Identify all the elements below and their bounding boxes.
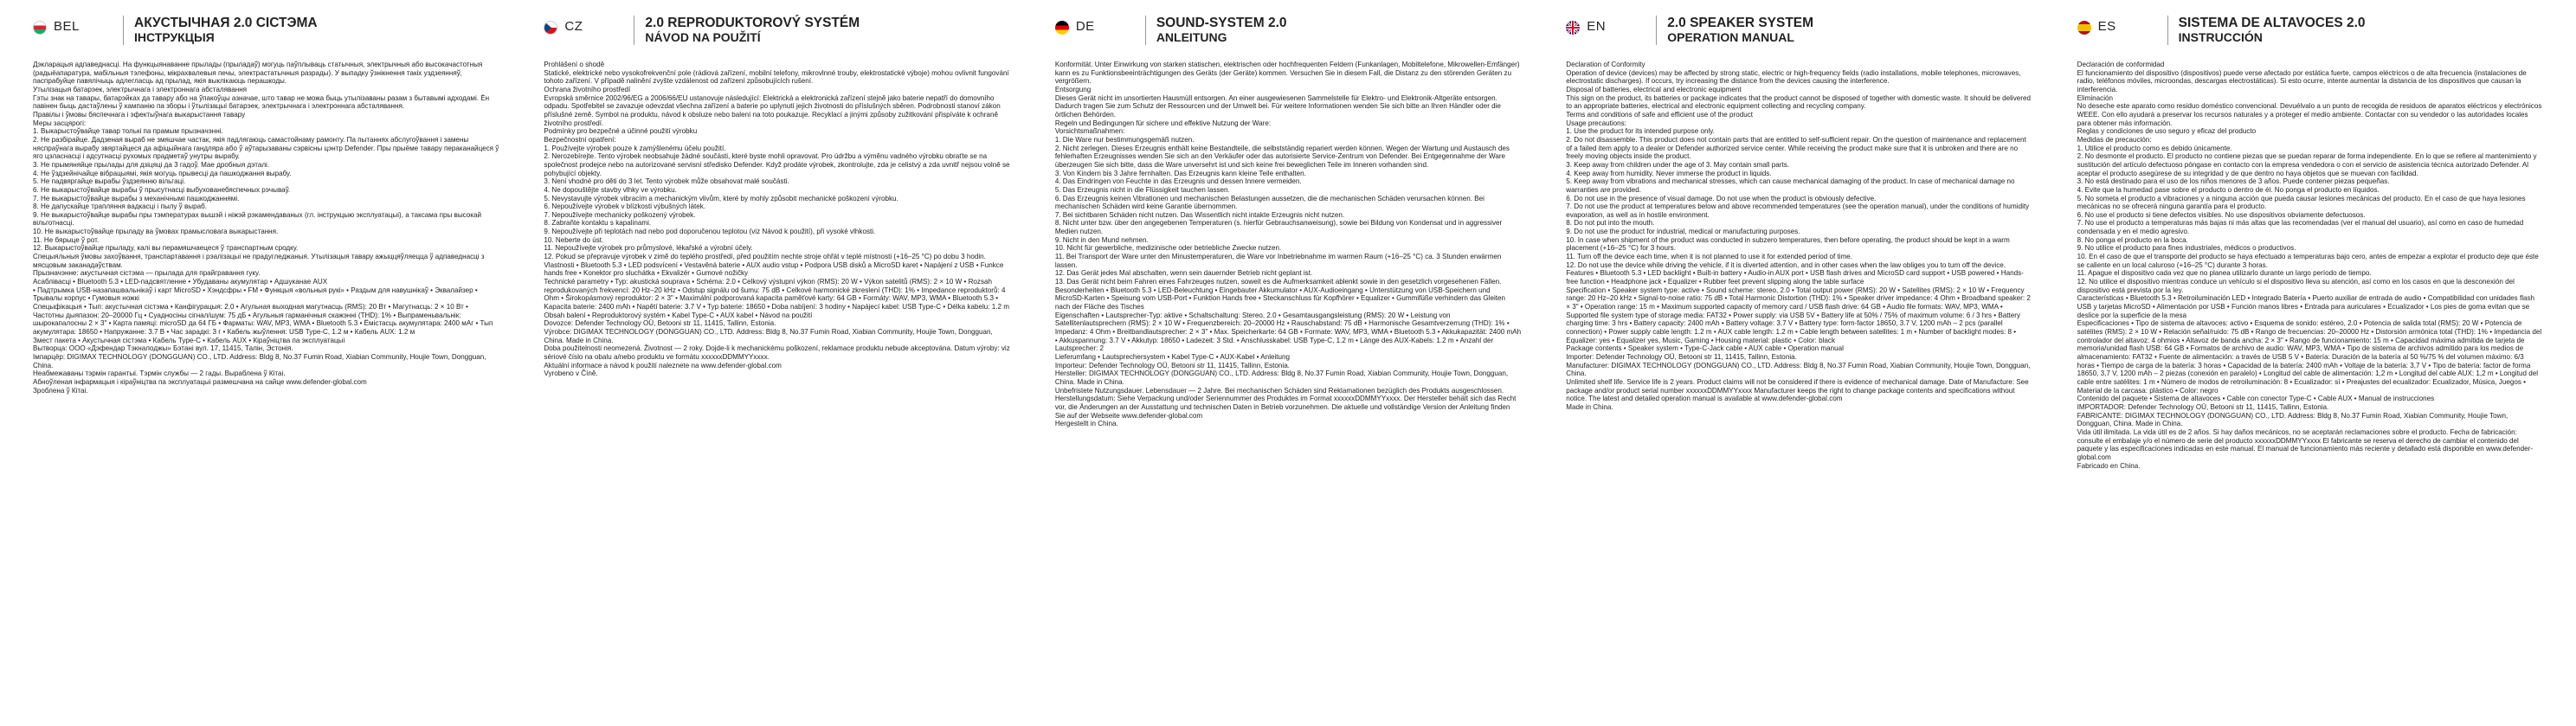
- document-subtitle: NÁVOD NA POUŽITÍ: [645, 30, 761, 44]
- manual-body: Declaración de conformidad El funcionamiento del dispositivo (dispositivos) puede verse afectado por estática fuerte, campos eléctricos o de alta frecuencia (instalaciones de radio, teléfonos móviles, microondas, descargas electrostáticas). Si esto ocurre, intente aumentar la distancia de los dispositivos que causan la interferencia. Eliminación No deseche este aparato como residuo doméstico convencional. Devuélvalo a un punto de recogida de residuos de aparatos eléctricos y electrónicos WEEE. Con ello ayudará a preservar los recursos naturales y a proteger el medio ambiente. Contactar con su vendedor o las autoridades locales para obtener más información. Reglas y condiciones de uso seguro y eficaz del producto Medidas de precaución: 1. Utilice el producto como es debido únicamente. 2. No desmonte el producto. El producto no contiene piezas que se puedan reparar de forma independiente. En lo que se refiere al mantenimiento y sustitución del artículo defectuoso póngase en contacto con la empresa vendedora o con el servicio de asistencia técnica autorizado Defender. Al aceptar el producto asegúrese de su integridad y de que dentro no haya objetos que se muevan con facilidad. 3. No está destinado para el uso de los niños menores de 3 años. Puede contener piezas pequeñas. 4. Evite que la humedad pase sobre el producto o dentro de él. No ponga el producto en líquidos. 5. No someta el producto a vibraciones y a ninguna acción que pueda causar lesiones mecánicas del producto. En el caso de que haya lesiones mecánicas no se ofrecerá ninguna garantía para el producto. 6. No use el producto si tiene defectos visibles. No use dispositivos obviamente defectuosos. 7. No use el producto a temperaturas más bajas ni más altas que las recomendadas (ver el manual del usuario), así como en caso de humedad condensada y en el medio agresivo. 8. No ponga el producto en la boca. 9. No utilice el producto para fines industriales, médicos o productivos. 10. En el caso de que el transporte del producto se haya efectuado a temperaturas bajo cero, antes de empezar a explotar el producto deje que éste se caliente en un local caluroso (+16–25 °C) durante 3 horas. 11. Apague el dispositivo cada vez que no planea utilizarlo durante un largo período de tiempo. 12. No utilice el dispositivo mientras conduce un vehículo si el dispositivo lleva su atención, así como en los casos en que la desconexión del dispositivo está prevista por la ley. Características • Bluetooth 5.3 • Retroiluminación LED • Integrado Batería • Puerto auxiliar de entrada de audio • Compatibilidad con unidades flash USB y tarjetas MicroSD • Alimentación por USB • Función manos libres • Entrada para auriculares • Ecualizador • Los pies de goma evitan que se deslice por la superficie de la mesa Especificaciones • Tipo de sistema de altavoces: activo • Esquema de sonido: estéreo, 2.0 • Potencia de salida total (RMS): 20 W • Potencia de satélites (RMS): 2 × 10 W • Relación señal/ruido: 75 dB • Rango de frecuencias: 20–20000 Hz • Distorsión armónica total (THD): 1% • Impedancia del controlador del altavoz: 4 ohmios • Altavoz de banda ancha: 2 × 3" • Rango de funcionamiento: 15 m • Capacidad máxima admitida de tarjeta de memoria/unidad flash USB: 64 GB • Formatos de archivo de audio: WAV, MP3, WMA • Tipo de sistema de archivos admitido para los medios de almacenamiento: FAT32 • Fuente de alimentación: a través de USB 5 V • Batería: Duración de la batería al 50 %/75 % del volumen máximo: 6/3 horas • Tiempo de carga de la batería: 3 horas • Capacidad de la batería: 2400 mAh • Voltaje de la batería: 3,7 V • Tipo de batería: factor de forma 18650, 3,7 V, 1200 mAh – 2 piezas (conexión en paralelo) • Longitud del cable de alimentación: 1,2 m • Longitud del cable AUX: 1,2 m • Longitud del cable entre satélites: 1 m • Número de modos de retroiluminación: 8 • Ecualizador: sí • Preajustes del ecualizador: Ecualizador, Música, Juegos • Material de la carcasa: plástico • Color: negro Contenido del paquete • Sistema de altavoces • Cable con conector Type-C • Cable AUX • Manual de instrucciones IMPORTADOR: Defender Technology OÜ, Betooni str 11, 11415, Tallinn, Estonia. FABRICANTE: DIGIMAX TECHNOLOGY (DONGGUAN) CO., LTD. Address: Bldg 8, No.37 Fumin Road, Xiabian Community, Houjie Town, Dongguan, China. Made in China. Vida útil ilimitada. La vida útil es de 2 años. Si hay daños mecánicos, no se aceptarán reclamaciones sobre el producto. Fecha de fabricación: consulte el embalaje y/o el número de serie del producto xxxxxxDDMMYYxxxx El fabricante se reserva el derecho de cambiar el contenido del paquete y las especificaciones indicadas en este manual. El manual de funcionamiento más reciente y detallado está disponible en www.defender-global.com Fabricado en China.: [2077, 61, 2542, 470]
- document-subtitle: OPERATION MANUAL: [1667, 30, 1794, 44]
- column-es: [2055, 0, 2566, 726]
- germany-flag-icon: [1055, 21, 1069, 35]
- column-header: [1055, 16, 1521, 61]
- language-code: BEL: [54, 19, 80, 34]
- manual-body: Дэкларацыя адпаведнасці. На функцыянаванне прылады (прыладаў) могуць паўплываць статычныя, электрычныя або высокачастотныя (радыёапаратура, мабільныя тэлефоны, мікрахвалевыя печы, электрастатычныя разрады). У выпадку ўзнікнення такіх уздзеянняў, паспрабуйце павялічыць адлегласць ад прылад, якія выклікаюць перашкоды. Утылізацыя батарэек, электрычнага і электроннага абсталявання Гэты знак на тавары, батарэйках да тавару або на ўпакоўцы азначае, што тавар не можа быць утылізаваны разам з бытавымі адходамі. Ён павінен быць дастаўлены ў кампанію па зборы і ўтылізацыі батарэек, электрычнага і электроннага абсталявання. Правілы і ўмовы бяспечнага і эфектыўнага выкарыстання тавару Меры засцярогі: 1. Выкарыстоўвайце тавар толькі па прамым прызначэнні. 2. Не разбірайце. Дадзеная выраб не змяшчае частак, якія падлягаюць самастойнаму рамонту. Па пытаннях абслугоўвання і замены няспраўнага вырабу звяртайцеся да афіцыйнага гандляра або ў аўтарызаваны сэрвісны цэнтр Defender. Пры прыёме тавару пераканайцеся ў яго цэласнасці і адсутнасці рухомых прадметаў унутры вырабу. 3. Не прымяняйце прылады для дзіцяці да 3 гадоў. Мае дробныя дэталі. 4. Не ўздзейнічайце вібрацыямі, якія могуць прывесці да пашкоджання вырабу. 5. Не падвяргайце вырабы ўздзеянню вільгаці. 6. Не выкарыстоўвайце вырабы ў прысутнасці выбухованебяспечных рэчываў. 7. Не выкарыстоўвайце вырабы з механічнымі пашкоджаннямі. 8. Не дапускайце трапляння вадкасці і пылу ў выраб. 9. Не выкарыстоўвайце вырабы пры тэмпературах вышэй і ніжэй рэкамендаваных (гл. інструкцыю эксплуатацыі), а таксама пры высокай вільготнасці. 10. Не выкарыстоўвайце прыладу ва ўмовах прамысловага выкарыстання. 11. Не бярыце ў рот. 12. Выкарыстоўвайце прыладу, калі вы перамяшчаецеся ў транспартным сродку. Спецыяльныя ўмовы захоўвання, транспартавання і рэалізацыі не прадугледжаныя. Утылізацыя тавару ажыццяўляецца ў адпаведнасці з мясцовым заканадаўствам. Прызначэнне: акустычная сістэма — прылада для прайгравання гуку. Асаблівасці • Bluetooth 5.3 • LED-падсвятленне • Убудаваны акумулятар • Адшуканае AUX • Падтрымка USB-назапашвальнікаў і карт MicroSD • Хэндсфры • FM • Функцыя «вольныя рукі» • Раздым для навушнікаў • Эквалайзер • Трывалы корпус • Гумовыя ножкі Спецыфікацыя • Тып: акустычная сістэма • Канфігурацыя: 2.0 • Агульная выходная магутнасць (RMS): 20 Вт • Магутнасць: 2 × 10 Вт • Частотны дыяпазон: 20–20000 Гц • Суадносіны сігнал/шум: 75 дБ • Агульныя гарманічныя скажэнні (THD): 1% • Выпраменьвальнік: шырокапалосны 2 × 3" • Карта памяці: microSD да 64 ГБ • Фарматы: WAV, MP3, WMA • Bluetooth 5.3 • Ёмістасць акумулятара: 2400 мАг • Тып акумулятара: 18650 • Напружанне: 3.7 В • Час зарадкі: 3 г • Кабель жыўлення: USB Type-C, 1.2 м • Кабель AUX: 1.2 м Змест пакета • Акустычная сістэма • Кабель Type-C • Кабель AUX • Кіраўніцтва па эксплуатацыі Вытворца: ООО «Дэфендар Тэкналоджы» Бэтані вул. 17, 11415, Талін, Эстонія. Імпарцёр: DIGIMAX TECHNOLOGY (DONGGUAN) CO., LTD. Address: Bldg 8, No.37 Fumin Road, Xiabian Community, Houjie Town, Dongguan, China. Неабмежаваны тэрмін гарантыі. Тэрмін службы — 2 гады. Выраблена ў Кітаі. Абноўленая інфармацыя і кіраўніцтва па эксплуатацыі размешчана на сайце www.defender-global.com Зроблена ў Кітаі.: [33, 61, 499, 395]
- column-header: [544, 16, 1009, 61]
- uk-flag-icon: [1566, 21, 1580, 35]
- language-code: EN: [1587, 19, 1607, 34]
- language-code: DE: [1075, 19, 1095, 34]
- column-header: [1566, 16, 2032, 61]
- column-header: [2077, 16, 2543, 61]
- spain-flag-icon: [2077, 21, 2091, 35]
- column-de: [1033, 0, 1543, 726]
- title-block: [634, 16, 860, 45]
- column-bel: [10, 0, 521, 726]
- document-title: АКУСТЫЧНАЯ 2.0 СІСТЭМА: [134, 16, 318, 30]
- title-block: [2167, 16, 2366, 45]
- column-header: [33, 16, 499, 61]
- column-cz: [521, 0, 1032, 726]
- document-subtitle: INSTRUCCIÓN: [2178, 30, 2263, 44]
- title-block: [1656, 16, 1813, 45]
- manual-body: Konformität. Unter Einwirkung von starken statischen, elektrischen oder hochfrequenten Feldern (Funkanlagen, Mobiltelefone, Mikrowellen-Emfänger) kann es zu Funktionsbeeinträchtigungen des Geräts (der Geräte) kommen. Versuchen Sie in diesem Fall, die Distanz zu den störenden Geräten zu vergrößern. Entsorgung Dieses Gerät nicht im unsortierten Hausmüll entsorgen. An einer ausgewiesenen Sammelstelle für Elektro- und Elektronik-Altgeräte entsorgen. Dadurch tragen Sie zum Schutz der Ressourcen und der Umwelt bei. Für weitere Informationen wenden Sie sich bitte an Ihren Händler oder die örtlichen Behörden. Regeln und Bedingungen für sichere und effektive Nutzung der Ware: Vorsichtsmaßnahmen: 1. Die Ware nur bestimmungsgemäß nutzen. 2. Nicht zerlegen. Dieses Erzeugnis enthält keine Bestandteile, die selbstständig repariert werden können. Wegen der Wartung und Austausch des fehlerhaften Erzeugnisses wenden Sie sich an den Verkäufer oder das autorisierte Service-Zentrum von Defender. Bei Entgegennahme der Ware überzeugen Sie sich bitte, dass die Ware unversehrt ist und sich keine frei beweglichen Teile im Inneren vorhanden sind. 3. Von Kindern bis 3 Jahre fernhalten. Das Erzeugnis kann kleine Teile enthalten. 4. Das Eindringen von Feuchte in das Erzeugnis und dessen Innere vermeiden. 5. Das Erzeugnis nicht in die Flüssigkeit tauchen lassen. 6. Das Erzeugnis keinen Vibrationen und mechanischen Belastungen aussetzen, die die mechanischen Schäden verursachen können. Bei mechanischen Schäden wird keine Garantie übernommen. 7. Bei sichtbaren Schäden nicht nutzen. Das Wissentlich nicht intakte Erzeugnis nicht nutzen. 8. Nicht unter bzw. über den angegebenen Temperaturen (s. hierfür Gebrauchsanweisung), sowie bei Bildung von Kondensat und in aggressiver Medien nutzen. 9. Nicht in den Mund nehmen. 10. Nicht für gewerbliche, medizinische oder betriebliche Zwecke nutzen. 11. Bei Transport der Ware unter den Minustemperaturen, die Ware vor Inbetriebnahme im warmen Raum (+16–25 °C) ca. 3 Stunden erwärmen lassen. 12. Das Gerät jedes Mal abschalten, wenn sein dauernder Betrieb nicht geplant ist. 13. Das Gerät nicht beim Fahren eines Fahrzeuges nutzen, soweit es die Aufmerksamkeit ablenkt sowie in den gesetzlich vorgesehenen Fällen. Besonderheiten • Bluetooth 5.3 • LED-Beleuchtung • Eingebauter Akkumulator • AUX-Audioeingang • Unterstützung von USB-Speichern und MicroSD-Karten • Speisung vom USB-Port • Funktion Hands free • Steckanschluss für Kopfhörer • Equalizer • Gummifüße verhindern das Gleiten nach der Fläche des Tisches Eigenschaften • Lautsprecher-Typ: aktive • Schaltschaltung: Stereo, 2.0 • Gesamtausgangsleistung (RMS): 20 W • Leistung von Satellitenlautsprechern (RMS): 2 × 10 W • Frequenzbereich: 20–20000 Hz • Rauschabstand: 75 dB • Harmonische Gesamtverzerrung (THD): 1% • Impedanz: 4 Ohm • Breitbandlautsprecher: 2 × 3" • Max. Speicherkarte: 64 GB • Formate: WAV, MP3, WMA • Bluetooth 5.3 • Akkukapazität: 2400 mAh • Akkuspannung: 3.7 V • Akkutyp: 18650 • Ladezeit: 3 Std. • Anschlusskabel: USB Type-C, 1.2 m • Länge des AUX-Kabels: 1.2 m • Anzahl der Lautsprecher: 2 Lieferumfang • Lautsprechersystem • Kabel Type-C • AUX-Kabel • Anleitung Importeur: Defender Technology OÜ, Betooni str 11, 11415, Tallinn, Estonia. Hersteller: DIGIMAX TECHNOLOGY (DONGGUAN) CO., LTD. Address: Bldg 8, No.37 Fumin Road, Xiabian Community, Houjie Town, Dongguan, China. Made in China. Unbefristete Nutzungsdauer. Lebensdauer — 2 Jahre. Bei mechanischen Schäden sind Reklamationen bezüglich des Produkts ausgeschlossen. Herstellungsdatum: Siehe Verpackung und/oder Seriennummer des Produktes im Format xxxxxxDDMMYYxxxx. Der Hersteller behält sich das Recht vor, die Änderungen an der Ausstattung und technischen Daten in Betrieb vorzunehmen. Die aktuelle und vollständige Version der Anleitung finden Sie auf der Webseite www.defender-global.com Hergestellt in China.: [1054, 61, 1522, 428]
- czech-flag-icon: [544, 21, 557, 35]
- column-en: [1543, 0, 2054, 726]
- title-block: [1145, 16, 1287, 45]
- document-title: SOUND-SYSTEM 2.0: [1156, 16, 1287, 30]
- language-code: CZ: [564, 19, 583, 34]
- document-subtitle: ІНСТРУКЦЫЯ: [134, 30, 215, 44]
- language-code: ES: [2097, 19, 2116, 34]
- document-title: SISTEMA DE ALTAVOCES 2.0: [2178, 16, 2366, 30]
- belarus-flag-icon: [33, 21, 47, 35]
- manual-body: Declaration of Conformity Operation of device (devices) may be affected by strong static, electric or high-frequency fields (radio installations, mobile telephones, microwaves, electrostatic discharges). If occurs, try increasing the distance from the devices causing the interference. Disposal of batteries, electrical and electronic equipment This sign on the product, its batteries or package indicates that the product cannot be disposed of together with domestic waste. It should be delivered to an appropriate batteries, electrical and electronic equipment collecting and recycling company. Terms and conditions of safe and efficient use of the product Usage precautions: 1. Use the product for its intended purpose only. 2. Do not disassemble. This product does not contain parts that are entitled to self-sufficient repair. On the question of maintenance and replacement of a failed item apply to a dealer or Defender authorized service center. While receiving the product make sure that it is unbroken and there are no freely moving objects inside the product. 3. Keep away from children under the age of 3. May contain small parts. 4. Keep away from humidity. Never immerse the product in liquids. 5. Keep away from vibrations and mechanical stresses, which can cause mechanical damaging of the product. In case of mechanical damage no warranties are provided. 6. Do not use in the presence of visual damage. Do not use when the product is obviously defective. 7. Do not use the product at temperatures below and above recommended temperatures (see the operation manual), under the conditions of humidity evaporation, as well as in hostile environment. 8. Do not put into the mouth. 9. Do not use the product for industrial, medical or manufacturing purposes. 10. In case when shipment of the product was conducted in subzero temperatures, then before operating, the product should be kept in a warm placement (+16–25 °C) for 3 hours. 11. Turn off the device each time, when it is not planned to use it for extended period of time. 12. Do not use the device while driving the vehicle, if it is diverted attention, and in other cases when the law obliges you to turn off the device. Features • Bluetooth 5.3 • LED backlight • Built-in battery • Audio-in AUX port • USB flash drives and MicroSD card support • USB powered • Hands-free function • Headphone jack • Equalizer • Rubber feet prevent slipping along the table surface Specification • Speaker system type: active • Sound scheme: stereo, 2.0 • Total output power (RMS): 20 W • Satellites (RMS): 2 × 10 W • Frequency range: 20 Hz–20 kHz • Signal-to-noise ratio: 75 dB • Total Harmonic Distortion (THD): 1% • Speaker driver impedance: 4 Ohm • Broadband speaker: 2 × 3" • Operation range: 15 m • Maximum supported capacity of memory card / USB flash drive: 64 GB • Audio file formats: WAV, MP3, WMA • Supported file system type of storage media: FAT32 • Power supply: via USB 5V • Battery life at 50% / 75% of maximum volume: 6 / 3 hrs • Battery charging time: 3 hrs • Battery capacity: 2400 mAh • Battery voltage: 3.7 V • Battery type: form-factor 18650, 3.7 V, 1200 mAh – 2 pcs (parallel connection) • Power supply cable length: 1.2 m • AUX cable length: 1.2 m • Cable length between satellites: 1 m • Number of backlight modes: 8 • Equalizer: yes • Equalizer yes, Music, Gaming • Housing material: plastic • Color: black Package contents • Speaker system • Type-C-Jack cable • AUX cable • Operation manual Importer: Defender Technology OÜ, Betooni str 11, 11415, Tallinn, Estonia. Manufacturer: DIGIMAX TECHNOLOGY (DONGGUAN) CO., LTD. Address: Bldg 8, No.37 Fumin Road, Xiabian Community, Houjie Town, Dongguan, China. Unlimited shelf life. Service life is 2 years. Product claims will not be considered if there is evidence of mechanical damage. Date of Manufacture: See package and/or product serial number xxxxxxDDMMYYxxxx Manufacturer keeps the right to change package contents and specifications without notice. The latest and detailed operation manual is available at www.defender-global.com Made in China.: [1566, 61, 2031, 411]
- document-subtitle: ANLEITUNG: [1156, 30, 1227, 44]
- manual-body: Prohlášení o shodě Statické, elektrické nebo vysokofrekvenční pole (rádiová zařízení, mobilní telefony, mikrovlnné trouby, elektrostatické výboje) mohou ovlivnit fungování tohoto zařízení. V případě nalinění zvyšte vzdálenost od zařízení způsobujících rušení. Ochrana životního prostředí Evropská směrnice 2002/96/EG a 2006/66/EU ustanovuje následující: Elektrická a elektronická zařízení stejně jako baterie nepatří do domovního odpadu. Spotřebitel se zavazuje odevzdat všechna zařízení a baterie po uplynutí jejich životnosti do příslušných sběren. Podrobnosti stanoví zákon příslušné země. Symbol na produktu, návod k obsluze nebo balení na toto poukazuje. Recyklací a jinými způsoby zužitkování přispíváte k ochraně životního prostředí. Podmínky pro bezpečné a účinné použití výrobku Bezpečnostní opatření: 1. Používejte výrobek pouze k zamýšlenému účelu použití. 2. Nerozebírejte. Tento výrobek neobsahuje žádné součásti, které byste mohli opravovat. Pro údržbu a výměnu vadného výrobku obraťte se na společnost prodejce nebo na autorizované servisní středisko Defender. Když prodáte výrobek, zkontrolujte, zda je celistvý a zda uvnitř nejsou volně se pohybující objekty. 3. Není vhodné pro děti do 3 let. Tento výrobek může obsahovat malé součásti. 4. Ne dopouštějte stavby vlhky ve výrobku. 5. Nevystavujte výrobek vibracím a mechanickým vlivům, které by mohly způsobit mechanické poškození výrobku. 6. Nepoužívejte výrobek v blízkosti výbušných látek. 7. Nepoužívejte mechanicky poškozený výrobek. 8. Zabraňte kontaktu s kapalinami. 9. Nepoužívejte při teplotách nad nebo pod doporučenou teplotou (viz Návod k použití), při vysoké vlhkosti. 10. Neberte do úst. 11. Nepoužívejte výrobek pro průmyslové, lékařské a výrobní účely. 12. Pokud se přepravuje výrobek v zimě do teplého prostředí, před použitím nechte stroje ohřát v teplé místnosti (+16–25 °C) po dobu 3 hodin. Vlastnosti • Bluetooth 5.3 • LED podsvícení • Vestavěná baterie • AUX audio vstup • Podpora USB disků a MicroSD karet • Napájení z USB • Funkce hands free • Konektor pro sluchátka • Ekvalizér • Gumové nožičky Technické parametry • Typ: akustická souprava • Schéma: 2.0 • Celkový výstupní výkon (RMS): 20 W • Výkon satelitů (RMS): 2 × 10 W • Rozsah reprodukovaných frekvencí: 20 Hz–20 kHz • Odstup signálu od šumu: 75 dB • Celkové harmonické zkreslení (THD): 1% • Impedance reproduktorů: 4 Ohm • Širokopásmový reproduktor: 2 × 3" • Maximální podporovaná kapacita paměťové karty: 64 GB • Formáty: WAV, MP3, WMA • Bluetooth 5.3 • Kapacita baterie: 2400 mAh • Napětí baterie: 3.7 V • Typ baterie: 18650 • Doba nabíjení: 3 hodiny • Napájecí kabel: USB Type-C • Délka kabelu: 1.2 m Obsah balení • Reproduktorový systém • Kabel Type-C • AUX kabel • Návod na použití Dovozce: Defender Technology OÜ, Betooni str 11, 11415, Tallinn, Estonia. Výrobce: DIGIMAX TECHNOLOGY (DONGGUAN) CO., LTD. Address: Bldg 8, No.37 Fumin Road, Xiabian Community, Houjie Town, Dongguan, China. Made in China. Doba použitelnosti neomezená. Životnost — 2 roky. Dojde-li k mechanickému poškození, reklamace produktu nebude akceptována. Datum výroby: viz sériové číslo na obalu a/nebo produktu ve formátu xxxxxxDDMMYYxxxx. Aktuální informace a návod k použití naleznete na www.defender-global.com Vyrobeno v Číně.: [544, 61, 1010, 378]
- document-title: 2.0 REPRODUKTOROVÝ SYSTÉM: [645, 16, 860, 30]
- document-title: 2.0 SPEAKER SYSTEM: [1667, 16, 1814, 30]
- title-block: [123, 16, 318, 45]
